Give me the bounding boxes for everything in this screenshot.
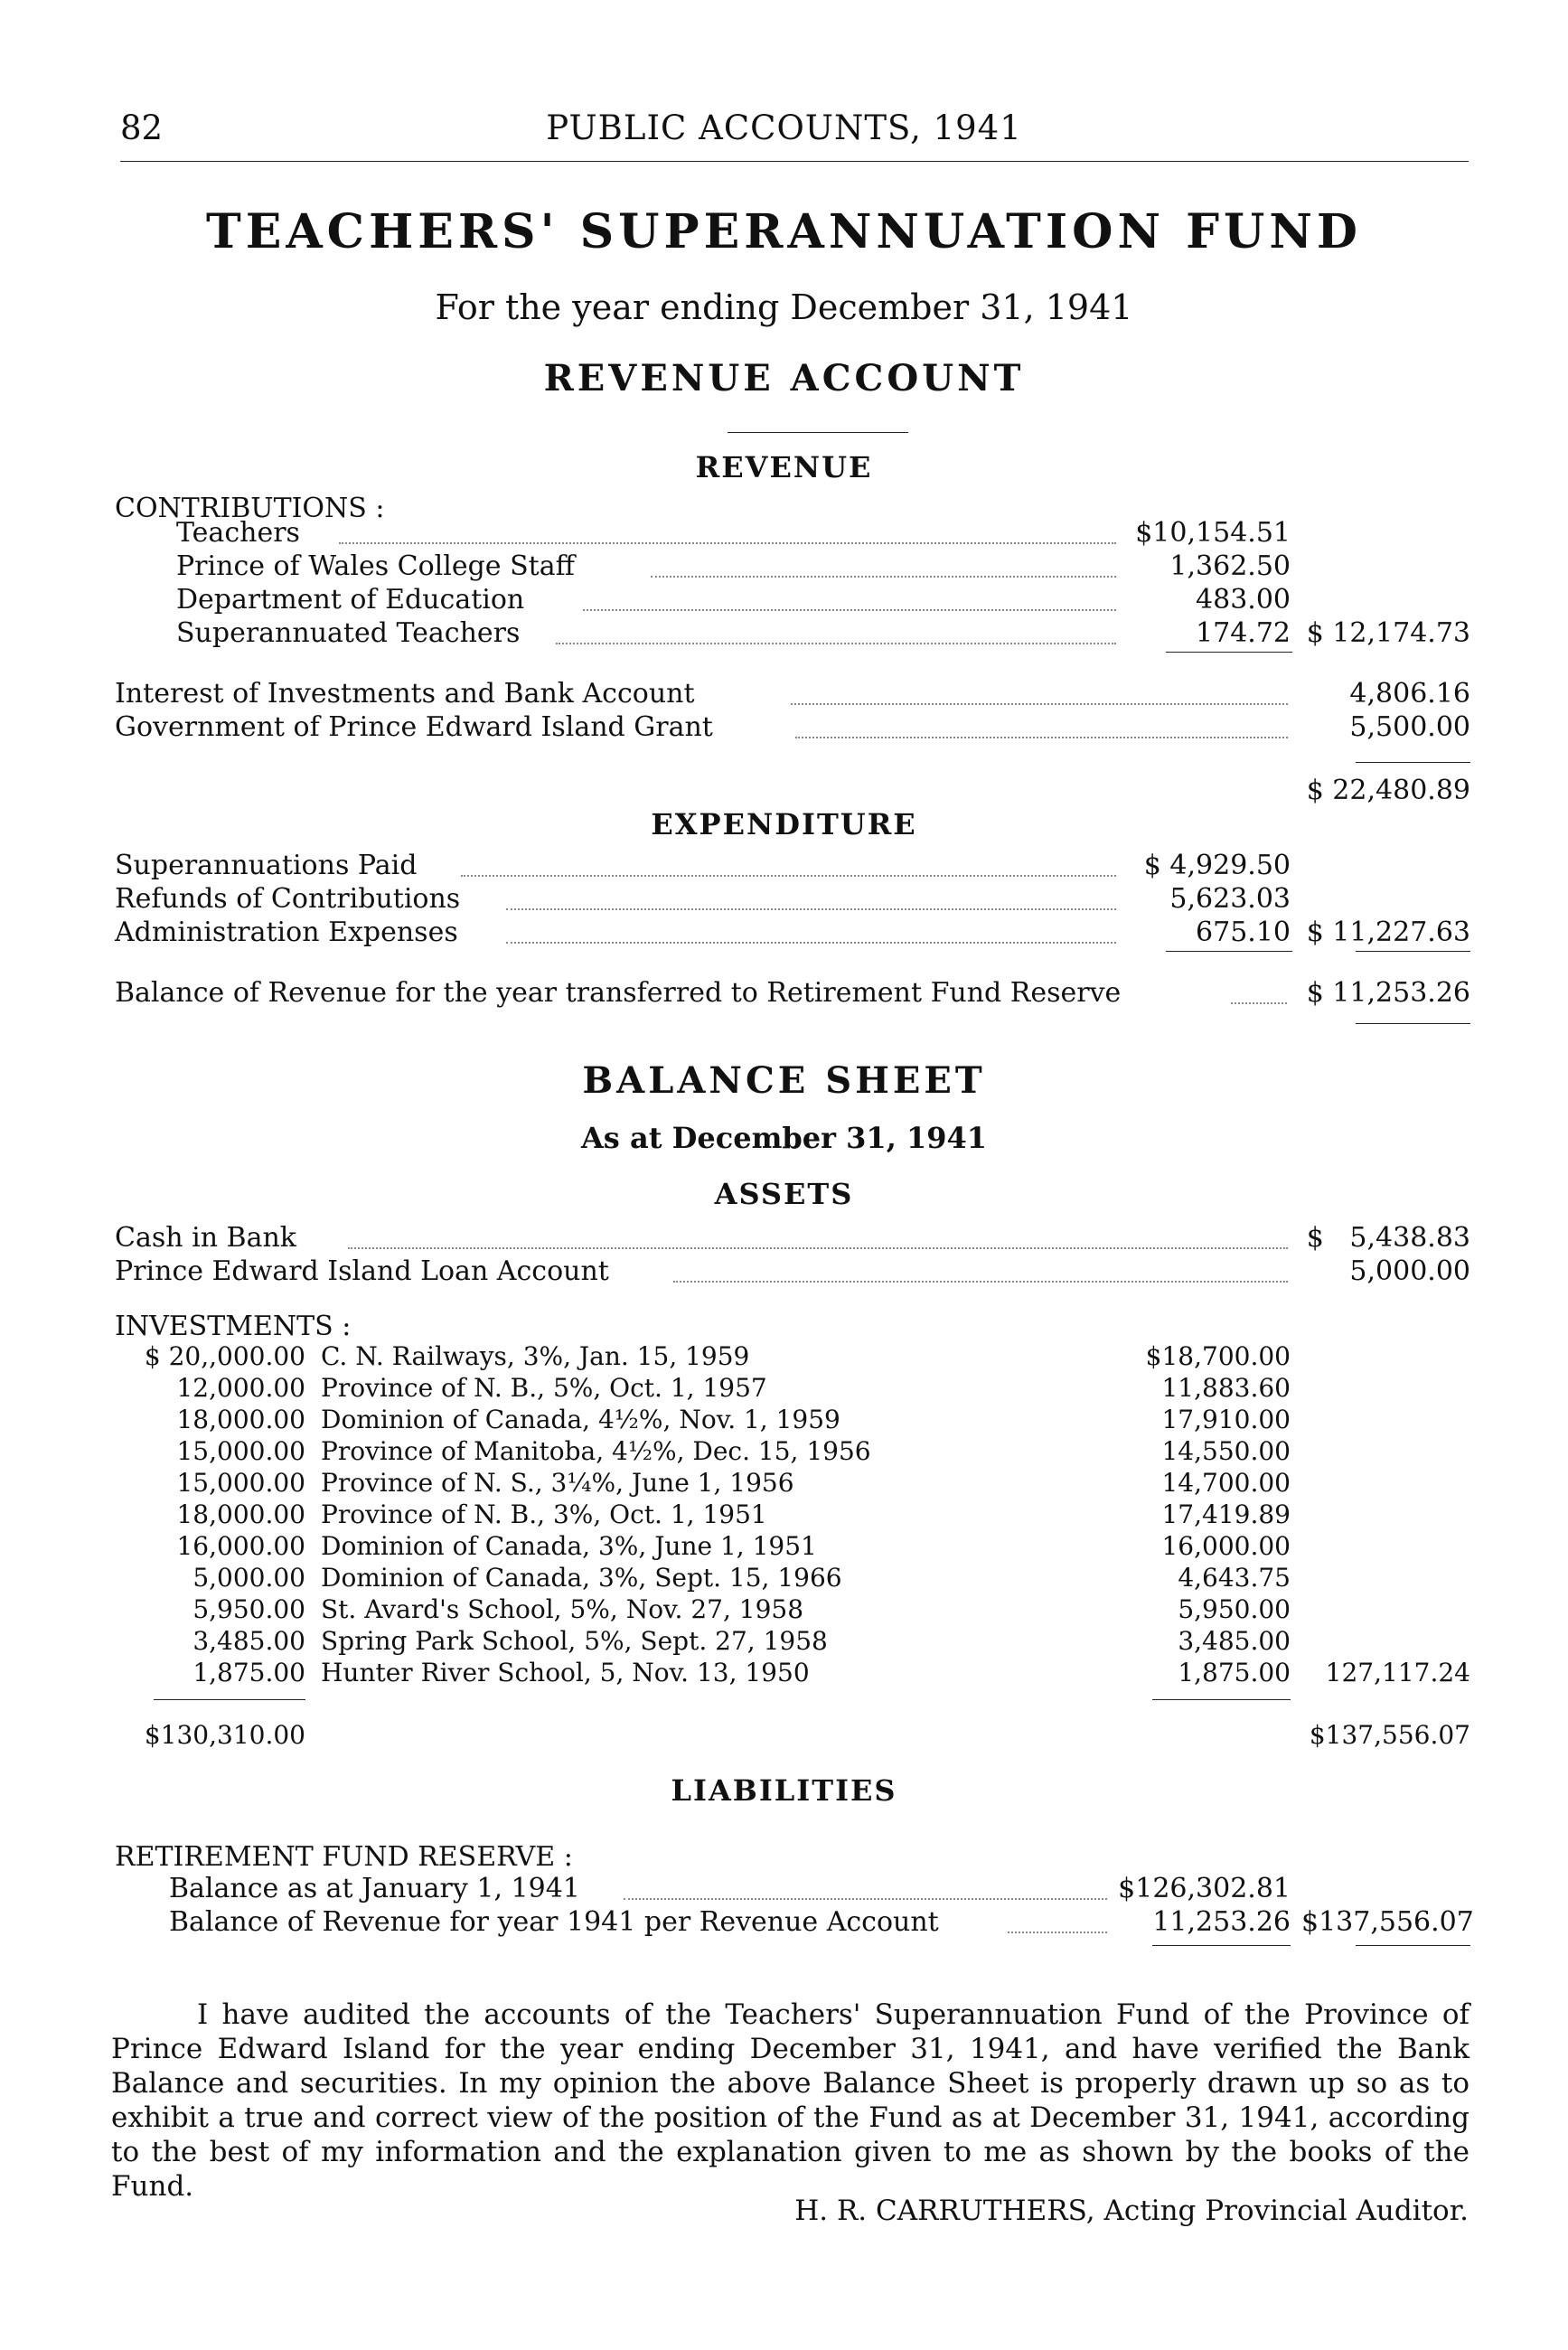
period-subtitle: For the year ending December 31, 1941: [435, 287, 1133, 327]
expenditure-amount: $ 4,929.50: [1143, 850, 1291, 881]
value-total-rule: [1152, 1699, 1291, 1700]
investment-value: 4,643.75: [1178, 1563, 1291, 1593]
expenditure-total: $ 11,227.63: [1306, 916, 1470, 948]
investment-par: 15,000.00: [176, 1436, 305, 1466]
investment-par: $ 20,,000.00: [144, 1341, 305, 1371]
investments-total: 127,117.24: [1325, 1658, 1470, 1687]
audit-statement: I have audited the accounts of the Teachers' Superannuation Fund of the Province of Prince Edward Island for the year ending December 31, 1941, and have verified the Bank Balance and securities. In my opinion the above Balance Sheet is properly drawn up so as to exhibit a true and correct view of the position of the Fund as at December 31, 1941, according to the best of my information and the explanation given to me as shown by the books of the Fund.: [111, 1998, 1469, 2203]
investment-desc: Province of N. S., 3¼%, June 1, 1956: [321, 1468, 794, 1498]
expenditure-label: Superannuations Paid: [115, 850, 418, 881]
investment-par: 18,000.00: [176, 1499, 305, 1529]
expenditure-label: Administration Expenses: [115, 916, 458, 948]
reserve-item-amount: $126,302.81: [1118, 1873, 1291, 1904]
leader-dots: [1231, 1002, 1287, 1004]
contribution-amount: 483.00: [1196, 584, 1291, 616]
investment-desc: Hunter River School, 5, Nov. 13, 1950: [321, 1658, 810, 1687]
leader-dots: [556, 643, 1116, 644]
investment-desc: Province of Manitoba, 4½%, Dec. 15, 1956: [321, 1436, 871, 1466]
revenue-total: $ 22,480.89: [1306, 775, 1470, 806]
investment-desc: Dominion of Canada, 3%, Sept. 15, 1966: [321, 1563, 842, 1593]
revenue-heading: REVENUE: [695, 450, 873, 484]
leader-dots: [461, 875, 1116, 877]
contribution-amount: 1,362.50: [1169, 550, 1291, 582]
heading-rule: [728, 432, 908, 433]
balance-label: Balance of Revenue for the year transferred to Retirement Fund Reserve: [115, 977, 1122, 1009]
reserve-label: RETIREMENT FUND RESERVE :: [115, 1841, 573, 1873]
balance-amount: $ 11,253.26: [1306, 977, 1470, 1009]
reserve-item-label: Balance of Revenue for year 1941 per Revenue Account: [169, 1906, 939, 1938]
leader-dots: [651, 576, 1116, 578]
investment-value: 3,485.00: [1178, 1626, 1291, 1656]
expenditure-amount: 5,623.03: [1169, 883, 1291, 915]
reserve-total: $137,556.07: [1301, 1906, 1474, 1938]
asset-label: Prince Edward Island Loan Account: [115, 1255, 609, 1287]
contribution-label: Superannuated Teachers: [176, 617, 521, 649]
reserve-item-label: Balance as at January 1, 1941: [169, 1873, 580, 1904]
investment-desc: Spring Park School, 5%, Sept. 27, 1958: [321, 1626, 828, 1656]
asset-amount: $ 5,438.83: [1306, 1222, 1470, 1254]
total-rule: [1356, 1023, 1470, 1024]
investment-par: 1,875.00: [192, 1658, 305, 1687]
balance-sheet-date: As at December 31, 1941: [580, 1121, 988, 1155]
header-rule: [120, 161, 1469, 162]
other-revenue-amount: 4,806.16: [1349, 678, 1470, 710]
subtotal-rule: [1166, 652, 1292, 653]
investment-desc: Dominion of Canada, 4½%, Nov. 1, 1959: [321, 1405, 840, 1434]
investment-par: 12,000.00: [176, 1373, 305, 1403]
balance-sheet-heading: BALANCE SHEET: [582, 1059, 986, 1102]
other-revenue-amount: 5,500.00: [1349, 711, 1470, 743]
asset-amount: 5,000.00: [1349, 1255, 1470, 1287]
expenditure-heading: EXPENDITURE: [651, 807, 917, 841]
total-rule: [1356, 951, 1470, 952]
auditor-signature: H. R. CARRUTHERS, Acting Provincial Auditor.: [794, 2195, 1469, 2227]
contribution-label: Department of Education: [176, 584, 525, 616]
investment-desc: Province of N. B., 5%, Oct. 1, 1957: [321, 1373, 767, 1403]
par-total: $130,310.00: [144, 1720, 305, 1750]
investments-label: INVESTMENTS :: [115, 1311, 352, 1342]
page-number: 82: [120, 108, 164, 147]
other-revenue-label: Interest of Investments and Bank Account: [115, 678, 695, 710]
contribution-amount: $10,154.51: [1135, 517, 1291, 549]
reserve-item-amount: 11,253.26: [1152, 1906, 1291, 1938]
par-total-rule: [154, 1699, 305, 1700]
investment-value: 1,875.00: [1178, 1658, 1291, 1687]
leader-dots: [339, 542, 1116, 544]
leader-dots: [1008, 1932, 1107, 1933]
contributions-total: $ 12,174.73: [1306, 617, 1470, 649]
contributions-label: CONTRIBUTIONS :: [115, 493, 385, 524]
fund-title: TEACHERS' SUPERANNUATION FUND: [206, 204, 1362, 259]
subtotal-rule: [1166, 951, 1292, 952]
investment-par: 18,000.00: [176, 1405, 305, 1434]
investment-par: 3,485.00: [192, 1626, 305, 1656]
leader-dots: [673, 1281, 1288, 1283]
other-revenue-label: Government of Prince Edward Island Grant: [115, 711, 713, 743]
investment-value: 16,000.00: [1161, 1531, 1291, 1561]
revenue-account-heading: REVENUE ACCOUNT: [543, 357, 1025, 400]
investment-value: 14,700.00: [1161, 1468, 1291, 1498]
investment-desc: C. N. Railways, 3%, Jan. 15, 1959: [321, 1341, 750, 1371]
investment-par: 15,000.00: [176, 1468, 305, 1498]
expenditure-label: Refunds of Contributions: [115, 883, 461, 915]
investment-desc: Dominion of Canada, 3%, June 1, 1951: [321, 1531, 817, 1561]
investment-value: 17,910.00: [1161, 1405, 1291, 1434]
investment-value: 14,550.00: [1161, 1436, 1291, 1466]
leader-dots: [624, 1898, 1107, 1900]
subtotal-rule: [1152, 1945, 1291, 1946]
investment-value: 11,883.60: [1161, 1373, 1291, 1403]
investment-value: $18,700.00: [1145, 1341, 1291, 1371]
assets-heading: ASSETS: [714, 1177, 854, 1211]
leader-dots: [583, 609, 1116, 611]
leader-dots: [795, 737, 1288, 738]
investment-desc: Province of N. B., 3%, Oct. 1, 1951: [321, 1499, 767, 1529]
investment-par: 5,950.00: [192, 1594, 305, 1624]
contribution-label: Prince of Wales College Staff: [176, 550, 575, 582]
expenditure-amount: 675.10: [1196, 916, 1291, 948]
investment-value: 5,950.00: [1178, 1594, 1291, 1624]
asset-label: Cash in Bank: [115, 1222, 296, 1254]
leader-dots: [506, 908, 1116, 910]
investment-par: 16,000.00: [176, 1531, 305, 1561]
contribution-label: Teachers: [176, 517, 300, 549]
investment-par: 5,000.00: [192, 1563, 305, 1593]
liabilities-heading: LIABILITIES: [671, 1773, 897, 1808]
total-rule: [1356, 1945, 1470, 1946]
assets-total: $137,556.07: [1309, 1720, 1470, 1750]
investment-value: 17,419.89: [1161, 1499, 1291, 1529]
leader-dots: [791, 703, 1288, 705]
leader-dots: [348, 1247, 1288, 1249]
leader-dots: [506, 942, 1116, 944]
running-title: PUBLIC ACCOUNTS, 1941: [546, 108, 1022, 147]
investment-desc: St. Avard's School, 5%, Nov. 27, 1958: [321, 1594, 804, 1624]
contribution-amount: 174.72: [1196, 617, 1291, 649]
total-rule: [1356, 762, 1470, 763]
